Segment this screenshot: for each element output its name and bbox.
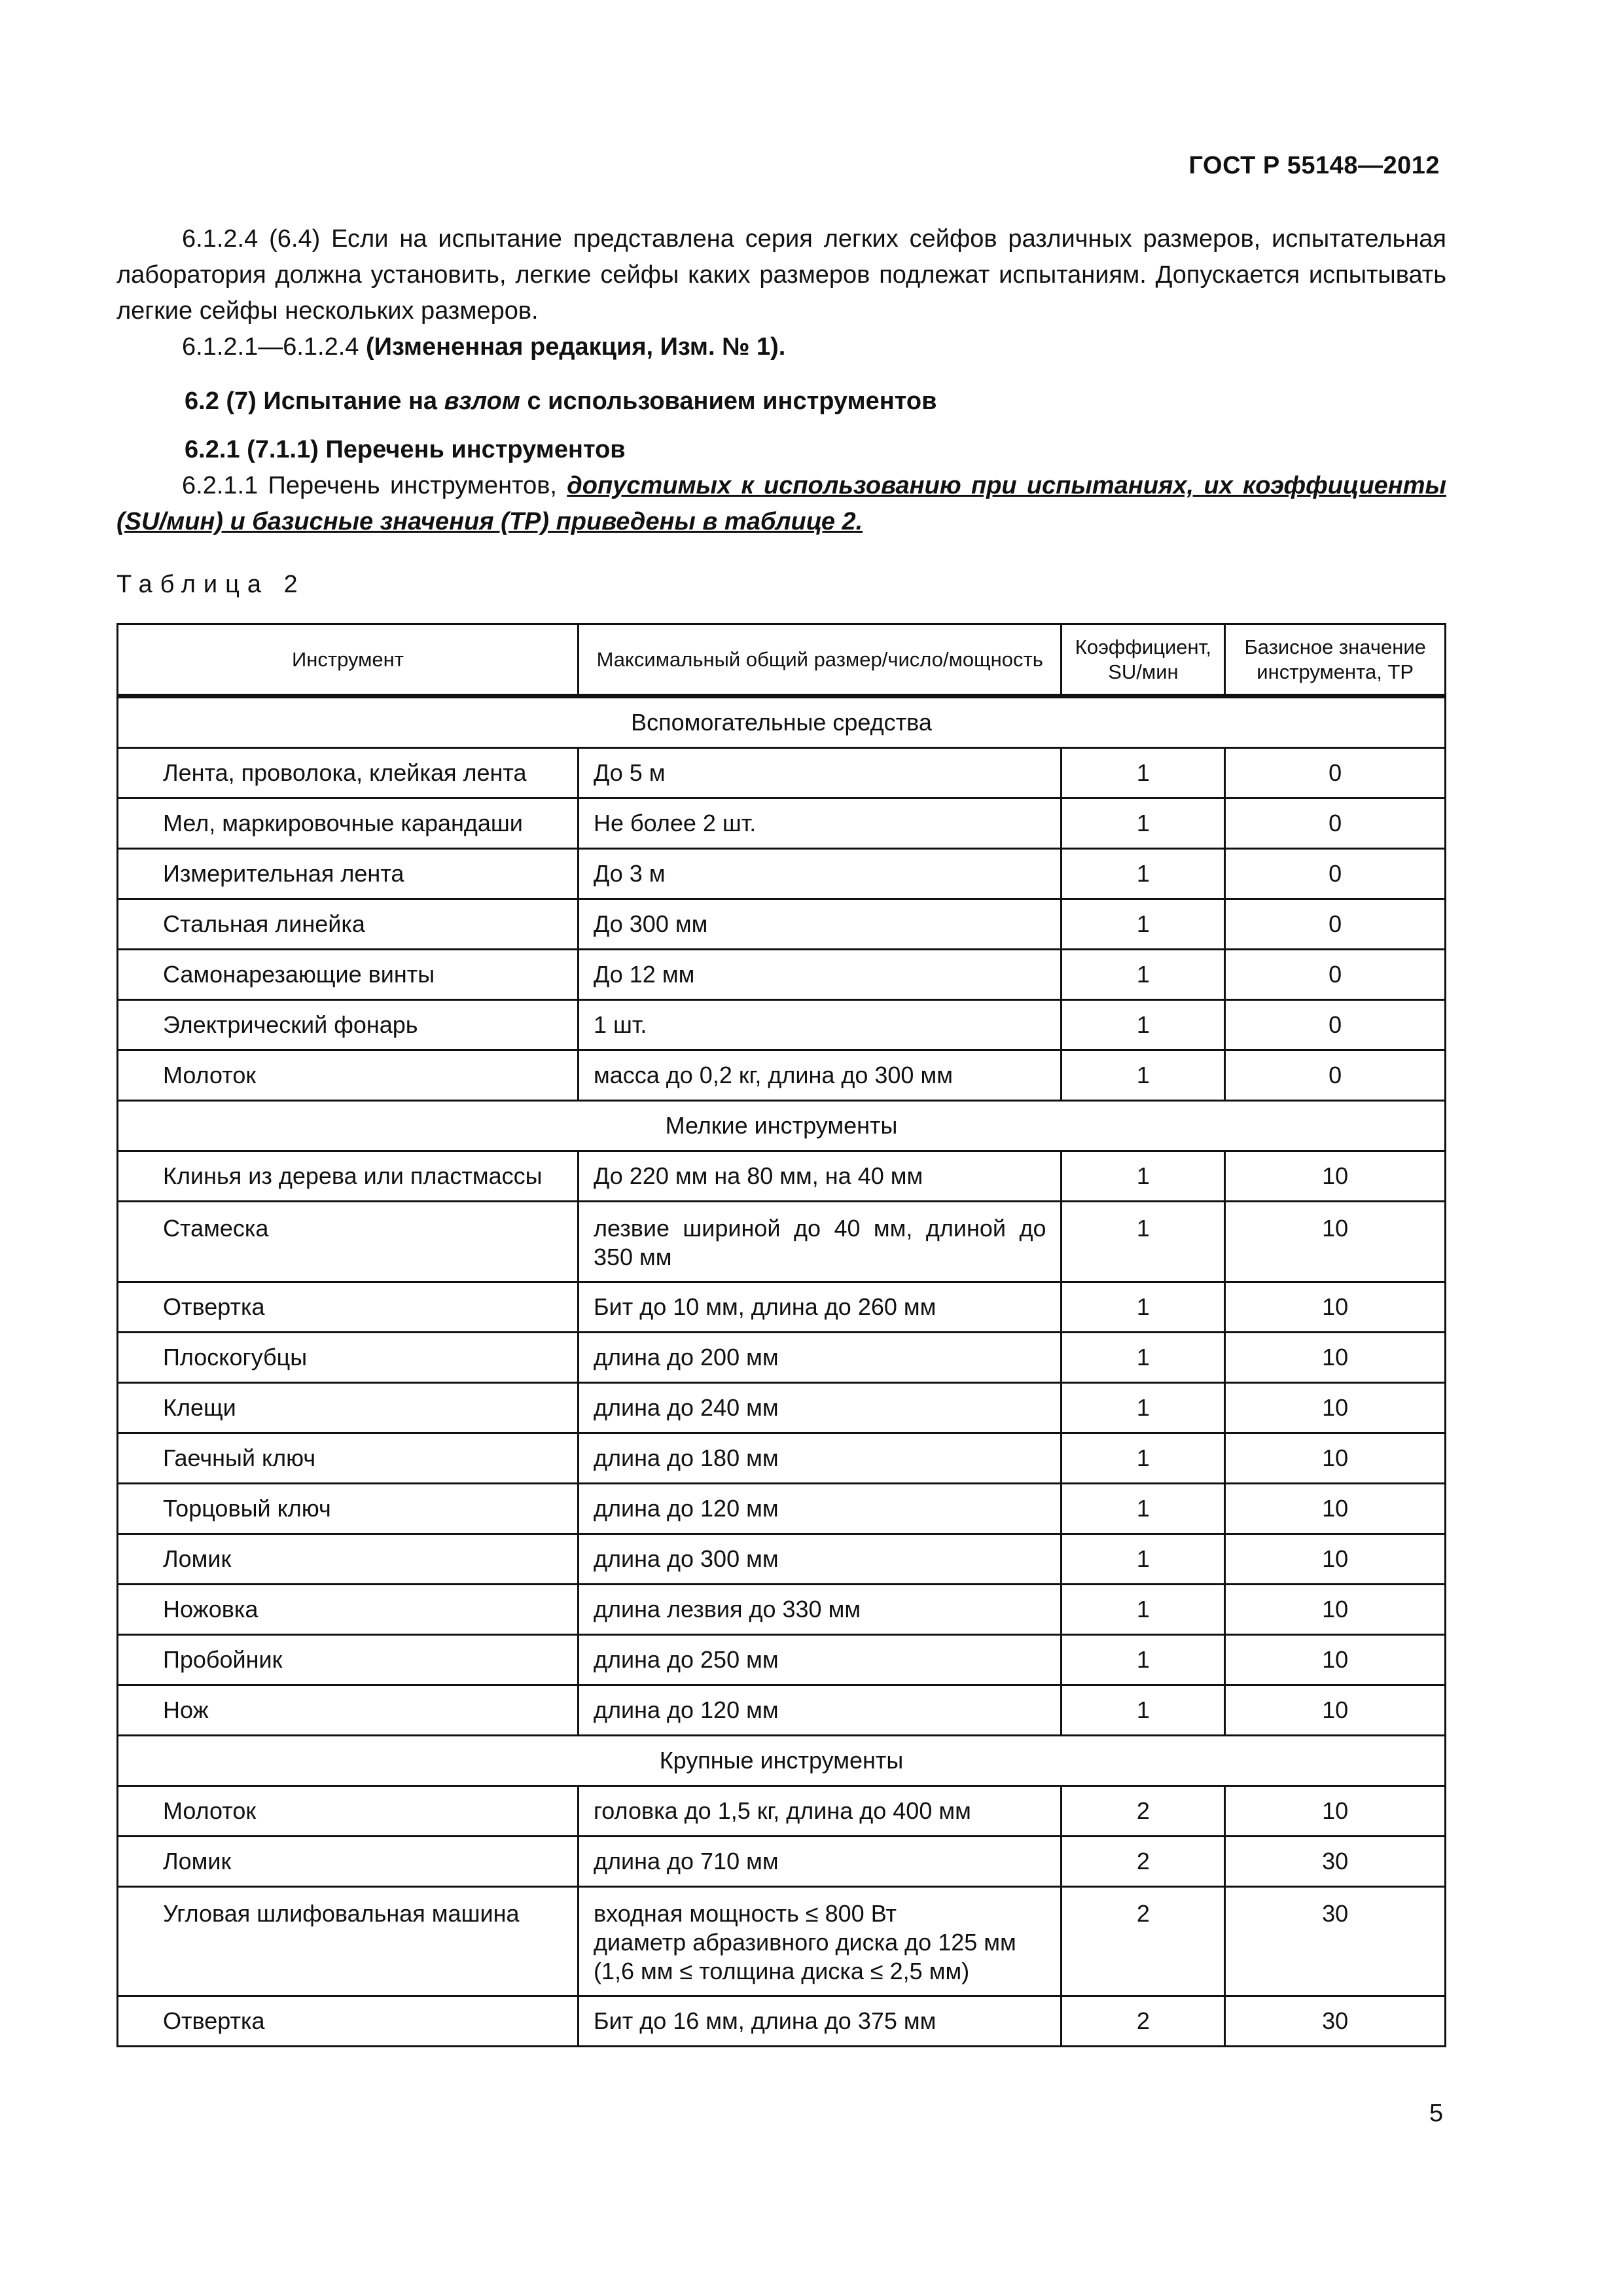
tool-name-cell: Клещи xyxy=(118,1383,579,1433)
base-value-cell: 0 xyxy=(1225,1000,1446,1050)
table-row xyxy=(118,1635,1446,1685)
base-value-cell: 10 xyxy=(1225,1635,1446,1685)
table-row xyxy=(118,1685,1446,1736)
tool-name-cell: Молоток xyxy=(118,1786,579,1837)
max-size-cell: До 12 мм xyxy=(578,950,1061,1000)
base-value-cell: 10 xyxy=(1225,1786,1446,1837)
paragraph-6-1-2-4-text: 6.1.2.4 (6.4) Если на испытание представлена серия легких сейфов различных размеров, испытательная лаборатория должна установить, легкие сейфы каких размеров подлежат испытаниям. Допускается испытывать легкие сейфы нескольких размеров. xyxy=(116,225,1446,325)
tool-name-cell: Пробойник xyxy=(118,1635,579,1685)
base-value-cell: 30 xyxy=(1225,1887,1446,1996)
header-max-size: Максимальный общий размер/число/мощность xyxy=(578,624,1061,696)
base-value-cell: 10 xyxy=(1225,1151,1446,1202)
table-row xyxy=(118,1151,1446,1202)
coefficient-cell: 2 xyxy=(1061,1996,1225,2047)
max-size-cell: Бит до 16 мм, длина до 375 мм xyxy=(578,1996,1061,2047)
coefficient-cell: 1 xyxy=(1061,1151,1225,1202)
table-row xyxy=(118,1837,1446,1887)
max-size-cell: длина до 200 мм xyxy=(578,1333,1061,1383)
coefficient-cell: 1 xyxy=(1061,1050,1225,1101)
tool-name-cell: Ломик xyxy=(118,1837,579,1887)
paragraph-edit-note xyxy=(116,329,1446,365)
max-size-cell: До 300 мм xyxy=(578,899,1061,950)
base-value-cell: 10 xyxy=(1225,1202,1446,1282)
max-size-cell: длина лезвия до 330 мм xyxy=(578,1585,1061,1635)
heading-6-2-before: 6.2 (7) Испытание на xyxy=(185,387,444,415)
header-tool: Инструмент xyxy=(118,624,579,696)
tool-name-cell: Измерительная лента xyxy=(118,849,579,899)
table-row xyxy=(118,1585,1446,1635)
max-size-cell: головка до 1,5 кг, длина до 400 мм xyxy=(578,1786,1061,1837)
edit-note-prefix: 6.1.2.1—6.1.2.4 xyxy=(182,333,366,361)
coefficient-cell: 1 xyxy=(1061,1484,1225,1534)
header-coefficient: Коэффициент, SU/мин xyxy=(1061,624,1225,696)
tools-table-body xyxy=(118,624,1446,2047)
paragraph-6-2-1-1-emphasis: допустимых к использованию при испытаниях, их коэффициенты (SU/мин) и базисные значения (TP) приведены в таблице 2. xyxy=(116,472,1446,535)
base-value-cell: 10 xyxy=(1225,1484,1446,1534)
max-size-cell: длина до 120 мм xyxy=(578,1484,1061,1534)
heading-6-2 xyxy=(185,387,936,416)
table-row xyxy=(118,1333,1446,1383)
max-size-cell: До 5 м xyxy=(578,748,1061,798)
base-value-cell: 10 xyxy=(1225,1333,1446,1383)
base-value-cell: 30 xyxy=(1225,1837,1446,1887)
tool-name-cell: Ломик xyxy=(118,1534,579,1585)
max-size-cell: длина до 180 мм xyxy=(578,1433,1061,1484)
table-row xyxy=(118,950,1446,1000)
heading-6-2-italic: взлом xyxy=(444,387,520,415)
coefficient-cell: 1 xyxy=(1061,950,1225,1000)
base-value-cell: 10 xyxy=(1225,1433,1446,1484)
coefficient-cell: 1 xyxy=(1061,1585,1225,1635)
coefficient-cell: 1 xyxy=(1061,849,1225,899)
edit-note-bold: (Измененная редакция, Изм. № 1). xyxy=(365,333,786,361)
section-row xyxy=(118,1101,1446,1151)
coefficient-cell: 1 xyxy=(1061,748,1225,798)
tool-name-cell: Отвертка xyxy=(118,1996,579,2047)
base-value-cell: 10 xyxy=(1225,1282,1446,1333)
base-value-cell: 0 xyxy=(1225,849,1446,899)
paragraph-6-2-1-1 xyxy=(116,468,1446,540)
coefficient-cell: 1 xyxy=(1061,1333,1225,1383)
table-row xyxy=(118,1996,1446,2047)
base-value-cell: 0 xyxy=(1225,899,1446,950)
table-row xyxy=(118,1000,1446,1050)
table-row xyxy=(118,1383,1446,1433)
table-row xyxy=(118,1202,1446,1282)
base-value-cell: 0 xyxy=(1225,950,1446,1000)
table-row xyxy=(118,1050,1446,1101)
coefficient-cell: 2 xyxy=(1061,1887,1225,1996)
table-caption: Таблица 2 xyxy=(116,571,306,598)
base-value-cell: 30 xyxy=(1225,1996,1446,2047)
max-size-cell: Не более 2 шт. xyxy=(578,798,1061,849)
table-row xyxy=(118,1282,1446,1333)
coefficient-cell: 1 xyxy=(1061,1000,1225,1050)
base-value-cell: 10 xyxy=(1225,1585,1446,1635)
max-size-cell: До 220 мм на 80 мм, на 40 мм xyxy=(578,1151,1061,1202)
max-size-cell: длина до 250 мм xyxy=(578,1635,1061,1685)
tool-name-cell: Самонарезающие винты xyxy=(118,950,579,1000)
paragraph-6-1-2-4 xyxy=(116,221,1446,329)
section-title: Вспомогательные средства xyxy=(118,696,1446,748)
table-row xyxy=(118,748,1446,798)
tool-name-cell: Отвертка xyxy=(118,1282,579,1333)
tool-name-cell: Молоток xyxy=(118,1050,579,1101)
document-header: ГОСТ Р 55148—2012 xyxy=(1188,152,1440,179)
tool-name-cell: Электрический фонарь xyxy=(118,1000,579,1050)
tool-name-cell: Торцовый ключ xyxy=(118,1484,579,1534)
table-row xyxy=(118,1786,1446,1837)
coefficient-cell: 1 xyxy=(1061,1383,1225,1433)
section-title: Крупные инструменты xyxy=(118,1736,1446,1786)
table-row xyxy=(118,1534,1446,1585)
coefficient-cell: 2 xyxy=(1061,1837,1225,1887)
coefficient-cell: 1 xyxy=(1061,1433,1225,1484)
page-number: 5 xyxy=(1429,2100,1444,2127)
tool-name-cell: Угловая шлифовальная машина xyxy=(118,1887,579,1996)
coefficient-cell: 1 xyxy=(1061,1282,1225,1333)
max-size-cell: длина до 710 мм xyxy=(578,1837,1061,1887)
heading-6-2-1: 6.2.1 (7.1.1) Перечень инструментов xyxy=(185,436,626,463)
table-row xyxy=(118,849,1446,899)
table-row xyxy=(118,1887,1446,1996)
coefficient-cell: 1 xyxy=(1061,798,1225,849)
tool-name-cell: Стамеска xyxy=(118,1202,579,1282)
tool-name-cell: Мел, маркировочные карандаши xyxy=(118,798,579,849)
base-value-cell: 0 xyxy=(1225,798,1446,849)
section-row xyxy=(118,696,1446,748)
paragraph-6-2-1-1-prefix: 6.2.1.1 Перечень инструментов, xyxy=(182,472,567,499)
table-row xyxy=(118,899,1446,950)
table-row xyxy=(118,1433,1446,1484)
tool-name-cell: Стальная линейка xyxy=(118,899,579,950)
tool-name-cell: Нож xyxy=(118,1685,579,1736)
tool-name-cell: Гаечный ключ xyxy=(118,1433,579,1484)
max-size-cell: Бит до 10 мм, длина до 260 мм xyxy=(578,1282,1061,1333)
base-value-cell: 10 xyxy=(1225,1685,1446,1736)
table-header-row xyxy=(118,624,1446,696)
tool-name-cell: Лента, проволока, клейкая лента xyxy=(118,748,579,798)
max-size-cell: масса до 0,2 кг, длина до 300 мм xyxy=(578,1050,1061,1101)
base-value-cell: 10 xyxy=(1225,1383,1446,1433)
table-row xyxy=(118,1484,1446,1534)
base-value-cell: 0 xyxy=(1225,748,1446,798)
section-title: Мелкие инструменты xyxy=(118,1101,1446,1151)
coefficient-cell: 1 xyxy=(1061,1635,1225,1685)
max-size-cell: лезвие шириной до 40 мм, длиной до 350 мм xyxy=(578,1202,1061,1282)
section-row xyxy=(118,1736,1446,1786)
base-value-cell: 0 xyxy=(1225,1050,1446,1101)
max-size-cell: До 3 м xyxy=(578,849,1061,899)
max-size-cell: длина до 300 мм xyxy=(578,1534,1061,1585)
coefficient-cell: 1 xyxy=(1061,899,1225,950)
heading-6-2-after: с использованием инструментов xyxy=(520,387,937,415)
coefficient-cell: 1 xyxy=(1061,1202,1225,1282)
coefficient-cell: 1 xyxy=(1061,1534,1225,1585)
coefficient-cell: 1 xyxy=(1061,1685,1225,1736)
max-size-cell: длина до 240 мм xyxy=(578,1383,1061,1433)
coefficient-cell: 2 xyxy=(1061,1786,1225,1837)
max-size-cell: 1 шт. xyxy=(578,1000,1061,1050)
header-base-value: Базисное значение инструмента, TP xyxy=(1225,624,1446,696)
max-size-cell: входная мощность ≤ 800 Вт диаметр абразивного диска до 125 мм (1,6 мм ≤ толщина диска ≤ 2,5 мм) xyxy=(578,1887,1061,1996)
base-value-cell: 10 xyxy=(1225,1534,1446,1585)
table-row xyxy=(118,798,1446,849)
tools-table xyxy=(116,623,1446,2047)
tool-name-cell: Плоскогубцы xyxy=(118,1333,579,1383)
tool-name-cell: Ножовка xyxy=(118,1585,579,1635)
tool-name-cell: Клинья из дерева или пластмассы xyxy=(118,1151,579,1202)
max-size-cell: длина до 120 мм xyxy=(578,1685,1061,1736)
